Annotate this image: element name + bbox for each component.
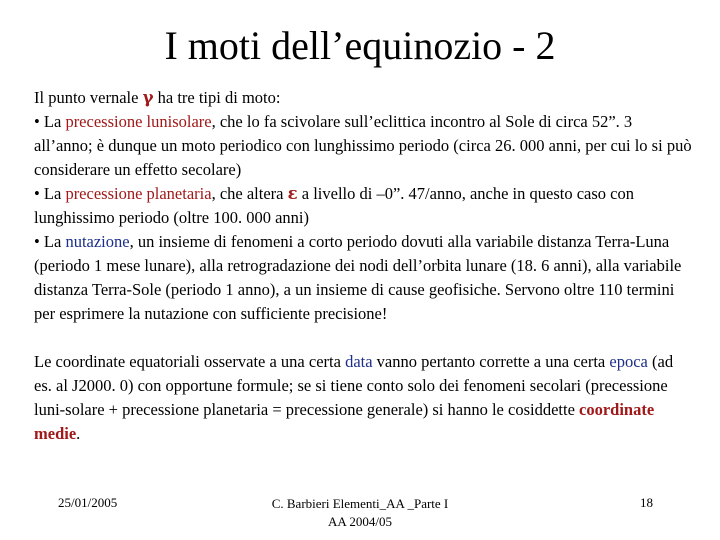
- term-lunisolar: precessione lunisolare: [65, 112, 212, 131]
- footer-page-number: 18: [640, 495, 653, 510]
- footer-author-line1: C. Barbieri Elementi_AA _Parte I: [271, 496, 449, 511]
- gamma-symbol: γ: [142, 88, 154, 107]
- bullet-text: , un insieme di fenomeni a corto periodo dovuti alla variabile distanza Terra-Luna (periodo 1 mese lunare), alla retrogradazione dei nodi dell’orbita lunare (18. 6 anni), alla variabile distanza Terra-Sole (periodo 1 anno), a un insieme di cause geofisiche. Servono oltre 110 termini per esprimere la nutazione con sufficiente precisione!: [34, 232, 682, 323]
- keyword-data: data: [345, 352, 373, 371]
- footer-author-line2: AA 2004/05: [328, 514, 392, 529]
- term-nutation: nutazione: [65, 232, 130, 251]
- para-text-1: Le coordinate equatoriali osservate a una certa: [34, 352, 346, 371]
- bullet-prefix: La: [43, 184, 66, 203]
- bullet-planetary: [34, 182, 694, 230]
- bullet-marker: •: [34, 184, 44, 203]
- footer-author: [230, 495, 490, 531]
- bullet-text: , che altera: [211, 184, 288, 203]
- epsilon-symbol: ε: [287, 184, 298, 203]
- bullet-text: , che lo fa scivolare sull’eclittica incontro al Sole di circa 52”. 3 all’anno; è dunque un moto periodico con lunghissimo periodo (circa 26. 000 anni, per cui lo si può considerare un effetto secolare): [34, 112, 692, 179]
- bullet-marker: •: [34, 112, 44, 131]
- para-text-4: .: [76, 424, 81, 443]
- para-text-3: (ad es. al J2000. 0) con opportune formule; se si tiene conto solo dei fenomeni secolari (precessione luni-solare + precessione planetaria = precessione generale) si hanno le cosiddette: [34, 352, 674, 419]
- footer-date: 25/01/2005: [58, 495, 118, 510]
- keyword-coordinate-medie: coordinate medie: [34, 400, 655, 443]
- term-planetary: precessione planetaria: [65, 184, 212, 203]
- slide-body: [34, 86, 694, 446]
- bullet-marker: •: [34, 232, 44, 251]
- bullet-prefix: La: [43, 232, 66, 251]
- bullet-prefix: La: [43, 112, 66, 131]
- para-text-2: vanno pertanto corrette a una certa: [372, 352, 610, 371]
- coordinates-paragraph: [34, 350, 694, 446]
- bullet-text-end: a livello di –0”. 47/anno, anche in questo caso con lunghissimo periodo (oltre 100. 000 anni): [34, 184, 634, 227]
- intro-text-end: ha tre tipi di moto:: [153, 88, 281, 107]
- keyword-epoca: epoca: [609, 352, 648, 371]
- intro-text: Il punto vernale: [34, 88, 143, 107]
- bullet-nutation: [34, 230, 694, 326]
- slide-title: I moti dell’equinozio - 2: [164, 23, 556, 68]
- intro-line: [34, 86, 694, 110]
- bullet-lunisolar: [34, 110, 694, 182]
